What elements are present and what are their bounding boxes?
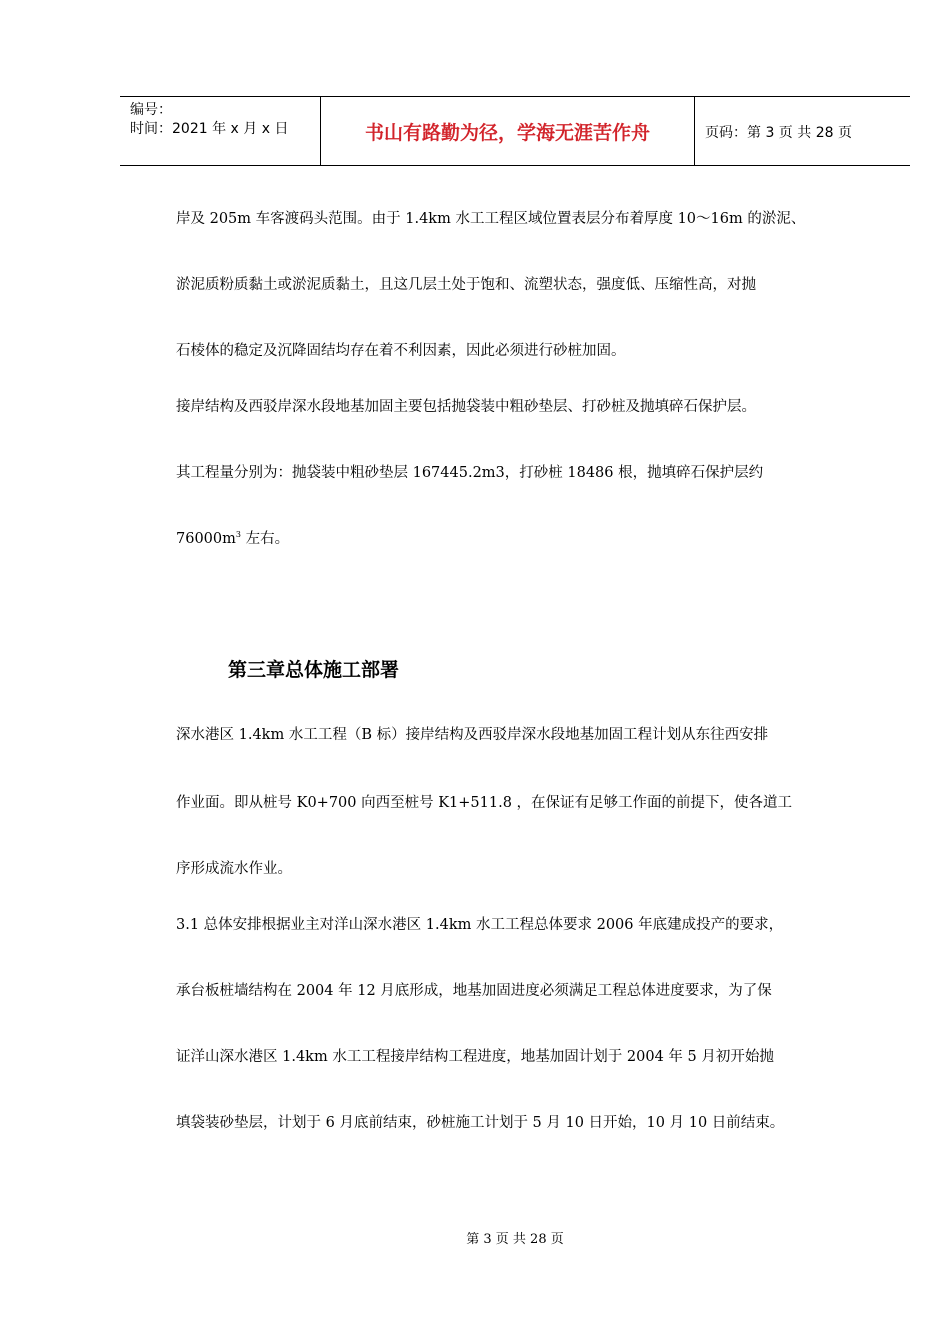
motto: 书山有路勤为径，学海无涯苦作舟 bbox=[364, 122, 650, 144]
time-label: 时间：2021 年 x 月 x 日 bbox=[130, 121, 289, 137]
page-footer: 第 3 页 共 28 页 bbox=[466, 1232, 564, 1247]
paragraph-line bbox=[176, 530, 289, 548]
paragraph-text: 左右。 bbox=[240, 531, 290, 547]
header-page-cell bbox=[695, 97, 910, 165]
paragraph-line: 证洋山深水港区 1.4km 水工工程接岸结构工程进度，地基加固计划于 2004 年 5 月初开始抛 bbox=[176, 1049, 774, 1065]
paragraph-line: 填袋装砂垫层，计划于 6 月底前结束，砂桩施工计划于 5 月 10 日开始，10 月 10 日前结束。 bbox=[176, 1115, 785, 1131]
paragraph-line: 石棱体的稳定及沉降固结均存在着不利因素，因此必须进行砂桩加固。 bbox=[176, 343, 626, 359]
header-motto-cell bbox=[321, 97, 695, 165]
chapter-heading: 第三章总体施工部署 bbox=[228, 659, 400, 681]
paragraph-line: 序形成流水作业。 bbox=[176, 861, 292, 877]
page-header bbox=[120, 96, 910, 166]
paragraph-line: 淤泥质粉质黏土或淤泥质黏土，且这几层土处于饱和、流塑状态，强度低、压缩性高，对抛 bbox=[176, 277, 756, 293]
header-page-number: 页码：第 3 页 共 28 页 bbox=[705, 125, 852, 141]
serial-number-label: 编号： bbox=[130, 102, 172, 118]
quantity-value: 76000m bbox=[176, 531, 236, 547]
header-info-cell bbox=[120, 97, 321, 165]
paragraph-line: 岸及 205m 车客渡码头范围。由于 1.4km 水工工程区域位置表层分布着厚度 10～16m 的淤泥、 bbox=[176, 211, 806, 227]
paragraph-line: 3.1 总体安排根据业主对洋山深水港区 1.4km 水工工程总体要求 2006 年底建成投产的要求， bbox=[176, 917, 784, 933]
paragraph-line: 作业面。即从桩号 K0+700 向西至桩号 K1+511.8 ，在保证有足够工作面的前提下，使各道工 bbox=[176, 795, 793, 811]
paragraph-line: 其工程量分别为：抛袋装中粗砂垫层 167445.2m3，打砂桩 18486 根，抛填碎石保护层约 bbox=[176, 465, 764, 481]
superscript: 3 bbox=[235, 530, 241, 540]
paragraph-line: 深水港区 1.4km 水工工程（B 标）接岸结构及西驳岸深水段地基加固工程计划从东往西安排 bbox=[176, 727, 769, 743]
paragraph-line: 接岸结构及西驳岸深水段地基加固主要包括抛袋装中粗砂垫层、打砂桩及抛填碎石保护层。 bbox=[176, 399, 756, 415]
paragraph-line: 承台板桩墙结构在 2004 年 12 月底形成，地基加固进度必须满足工程总体进度要求，为了保 bbox=[176, 983, 772, 999]
